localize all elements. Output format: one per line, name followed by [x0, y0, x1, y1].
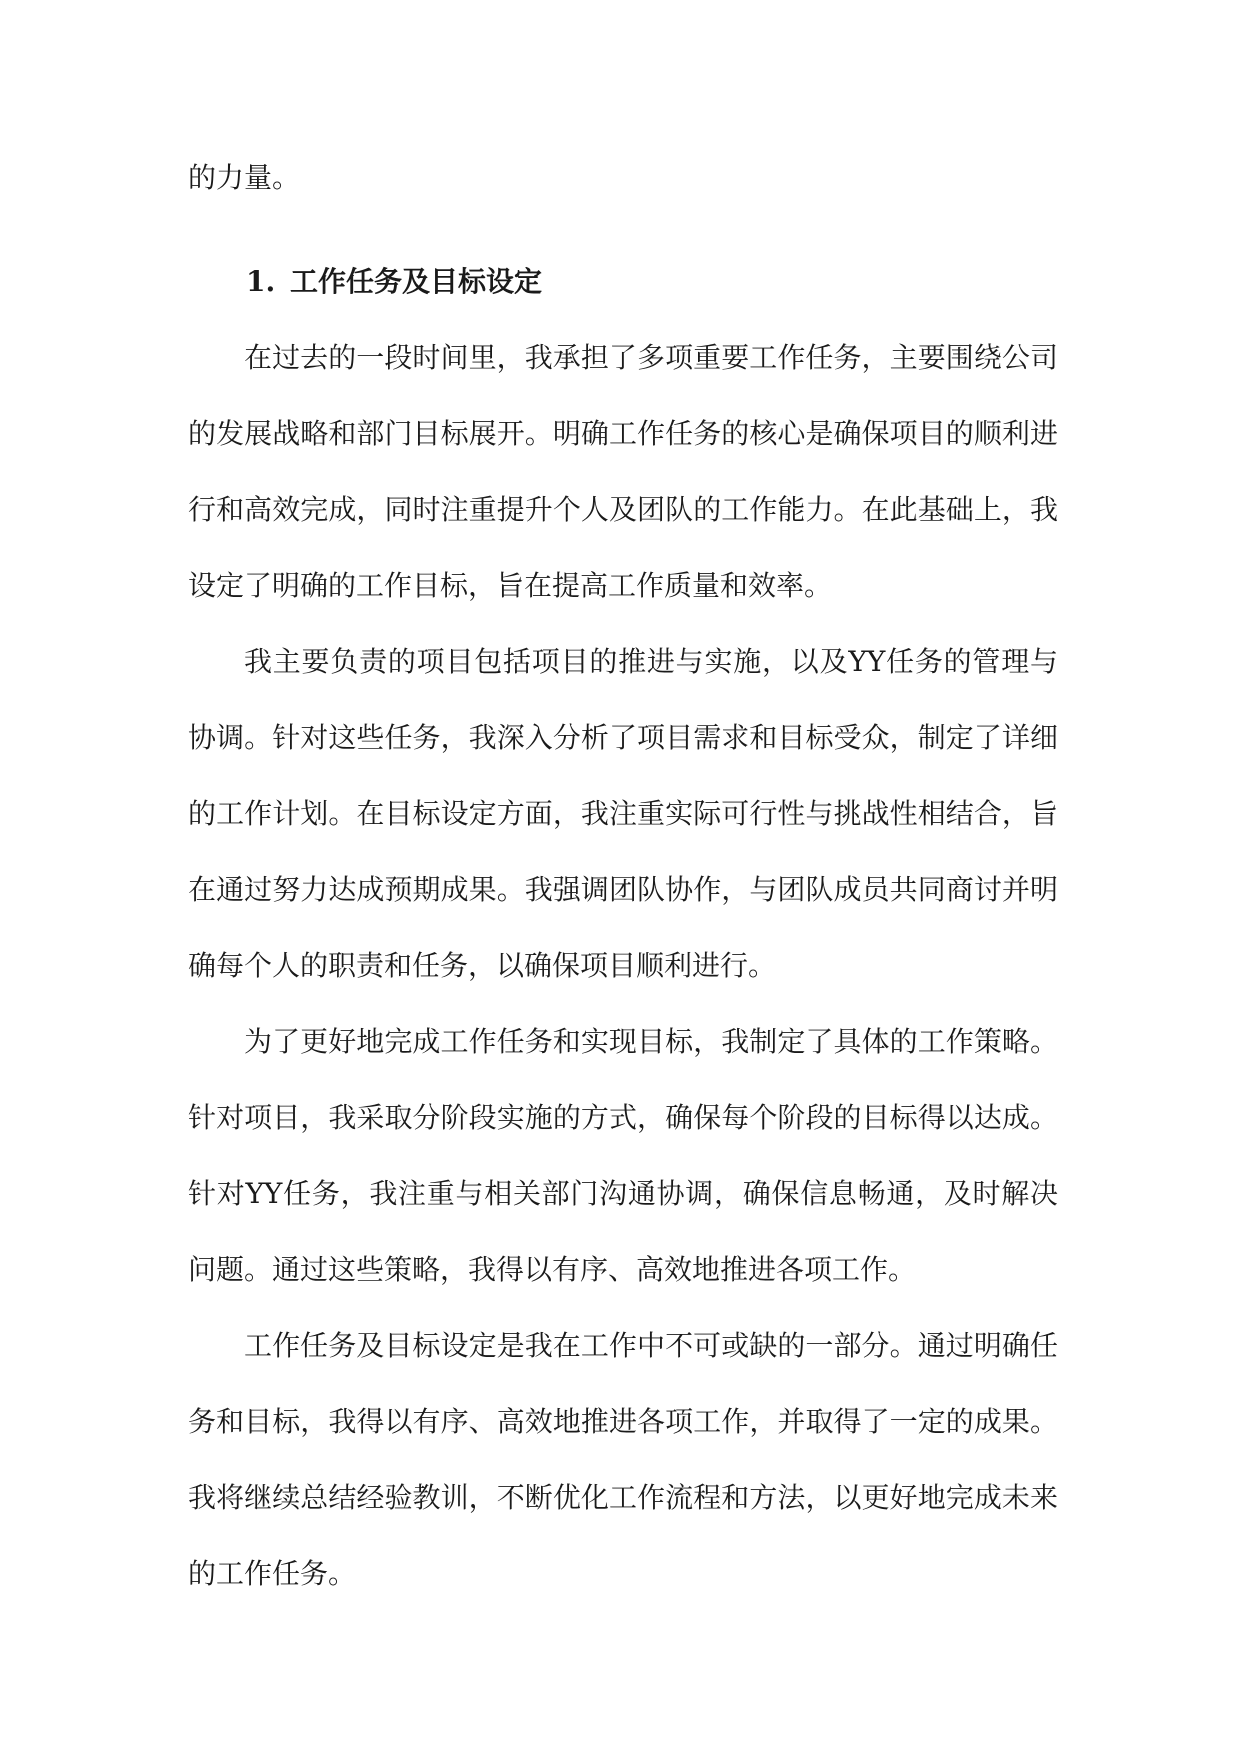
paragraph-1: 在过去的一段时间里，我承担了多项重要工作任务，主要围绕公司的发展战略和部门目标展开。明确工作任务的核心是确保项目的顺利进行和高效完成，同时注重提升个人及团队的工作能力。在此基础上，我设定了明确的工作目标，旨在提高工作质量和效率。 — [188, 341, 1058, 602]
section-title: 工作任务及目标设定 — [290, 265, 543, 298]
paragraph-3: 为了更好地完成工作任务和实现目标，我制定了具体的工作策略。针对项目，我采取分阶段实施的方式，确保每个阶段的目标得以达成。针对YY任务，我注重与相关部门沟通协调，确保信息畅通，及时解决问题。通过这些策略，我得以有序、高效地推进各项工作。 — [188, 1025, 1058, 1286]
document-body — [188, 140, 1058, 1612]
section-heading — [188, 244, 1058, 320]
lead-fragment: 的力量。 — [188, 161, 301, 194]
section-number: 1. — [246, 265, 276, 298]
paragraph-4: 工作任务及目标设定是我在工作中不可或缺的一部分。通过明确任务和目标，我得以有序、高效地推进各项工作，并取得了一定的成果。我将继续总结经验教训，不断优化工作流程和方法，以更好地完成未来的工作任务。 — [188, 1329, 1058, 1590]
paragraph-2: 我主要负责的项目包括项目的推进与实施，以及YY任务的管理与协调。针对这些任务，我深入分析了项目需求和目标受众，制定了详细的工作计划。在目标设定方面，我注重实际可行性与挑战性相结合，旨在通过努力达成预期成果。我强调团队协作，与团队成员共同商讨并明确每个人的职责和任务，以确保项目顺利进行。 — [188, 645, 1058, 982]
